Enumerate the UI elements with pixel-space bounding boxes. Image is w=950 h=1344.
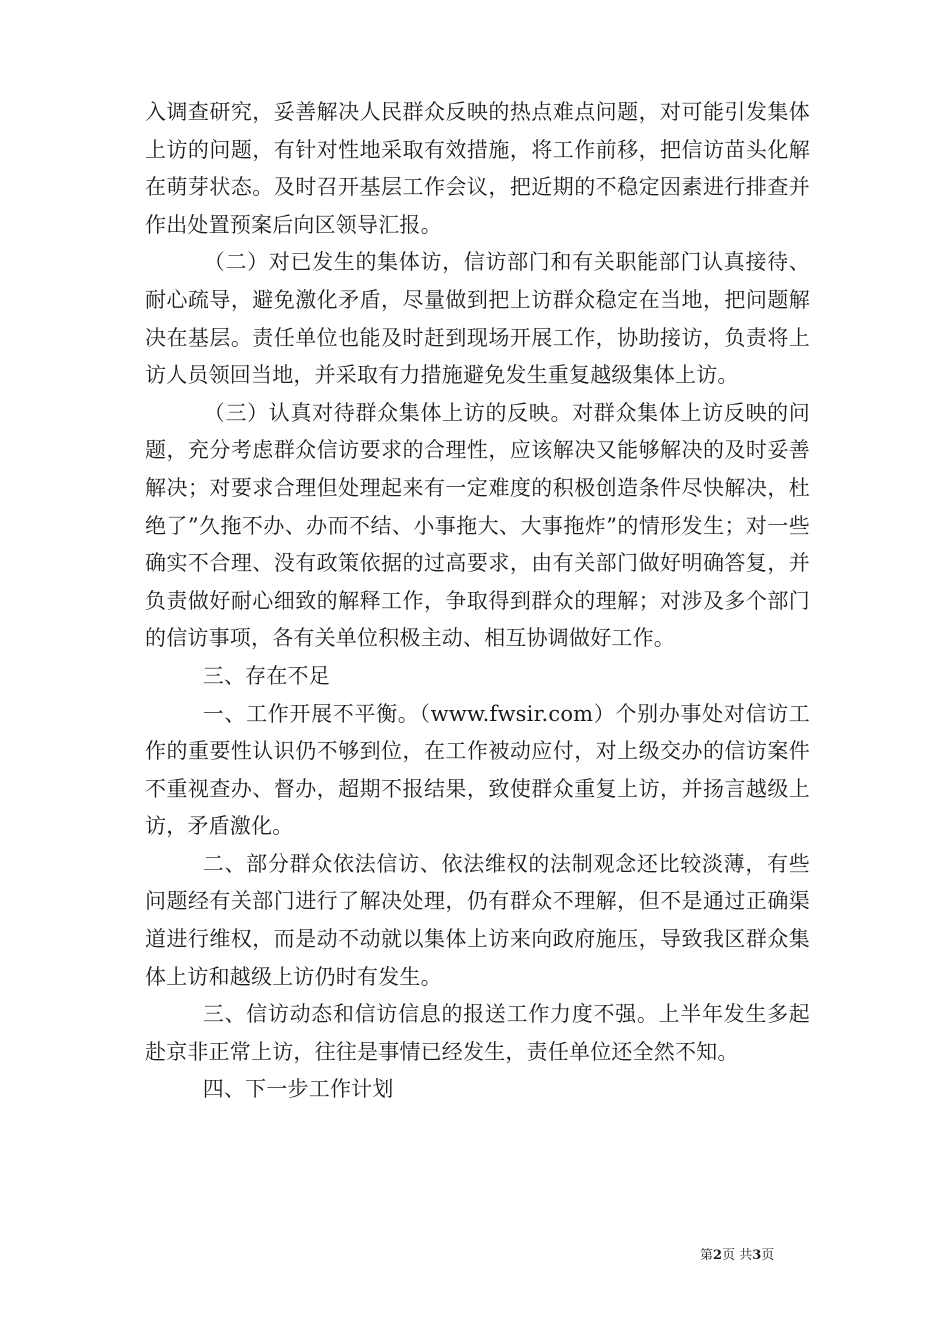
document-body — [145, 94, 810, 1109]
footer-prefix: 第 — [700, 1248, 714, 1263]
paragraph-shortcoming-three: 三、信访动态和信访信息的报送工作力度不强。上半年发生多起赴京非正常上访，往往是事情已经发生，责任单位还全然不知。 — [145, 1002, 810, 1064]
paragraph-shortcoming-two: 二、部分群众依法信访、依法维权的法制观念还比较淡薄，有些问题经有关部门进行了解决处理，仍有群众不理解，但不是通过正确渠道进行维权，而是动不动就以集体上访来向政府施压，导致我区群众集体上访和越级上访仍时有发生。 — [145, 851, 810, 989]
footer-suffix: 页 — [761, 1248, 775, 1263]
paragraph-shortcoming-one: 一、工作开展不平衡。（www.fwsir.com）个别办事处对信访工作的重要性认识仍不够到位，在工作被动应付，对上级交办的信访案件不重视查办、督办，超期不报结果，致使群众重复上访，并扬言越级上访，矛盾激化。 — [145, 701, 810, 839]
paragraph-item-two: （二）对已发生的集体访，信访部门和有关职能部门认真接待、耐心疏导，避免激化矛盾，尽量做到把上访群众稳定在当地，把问题解决在基层。责任单位也能及时赶到现场开展工作，协助接访，负责将上访人员领回当地，并采取有力措施避免发生重复越级集体上访。 — [145, 250, 810, 388]
paragraph-continuation: 入调查研究，妥善解决人民群众反映的热点难点问题，对可能引发集体上访的问题，有针对性地采取有效措施，将工作前移，把信访苗头化解在萌芽状态。及时召开基层工作会议，把近期的不稳定因素进行排查并作出处置预案后向区领导汇报。 — [145, 100, 810, 237]
section-heading-shortcomings: 三、存在不足 — [202, 663, 330, 688]
footer-current-page: 2 — [713, 1248, 723, 1263]
paragraph-item-three: （三）认真对待群众集体上访的反映。对群众集体上访反映的问题，充分考虑群众信访要求的合理性，应该解决又能够解决的及时妥善解决；对要求合理但处理起来有一定难度的积极创造条件尽快解决，杜绝了”久拖不办、办而不结、小事拖大、大事拖炸”的情形发生；对一些确实不合理、没有政策依据的过高要求，由有关部门做好明确答复，并负责做好耐心细致的解释工作，争取得到群众的理解；对涉及多个部门的信访事项，各有关单位积极主动、相互协调做好工作。 — [145, 400, 810, 651]
footer-middle: 页 共 — [722, 1248, 753, 1263]
page-number-footer — [700, 1248, 774, 1264]
footer-total-pages: 3 — [752, 1248, 762, 1263]
section-heading-next-plan: 四、下一步工作计划 — [202, 1077, 394, 1102]
